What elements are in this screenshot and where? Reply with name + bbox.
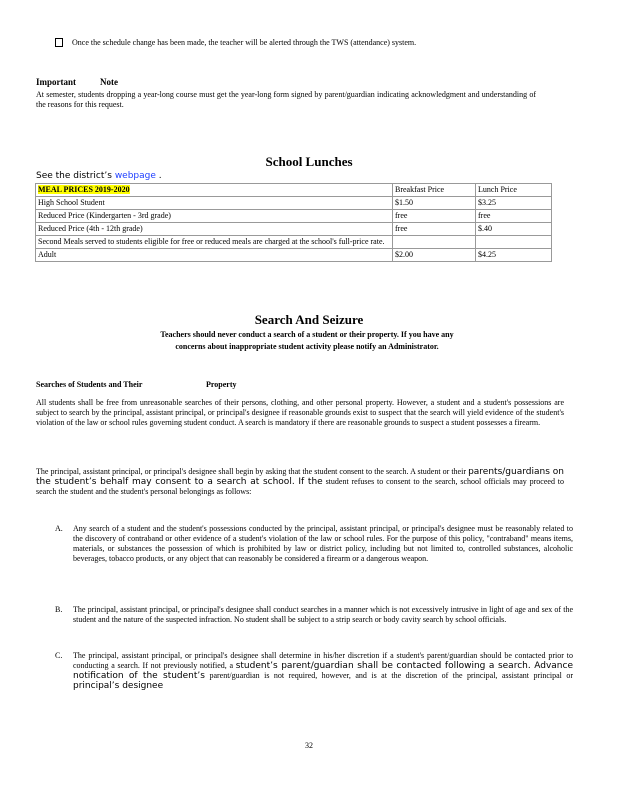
search-paragraph-2-middle: parents/guardians on the student’s behalf may consent to a search at school. If the: [36, 467, 565, 487]
meal-prices-table: [35, 183, 552, 262]
district-webpage-line: [36, 171, 162, 181]
table-cell: $3.25: [476, 197, 552, 210]
search-intro-line-2: concerns about inappropriate student activity please notify an Administrator.: [175, 342, 439, 351]
table-row: [36, 249, 552, 262]
table-cell: free: [476, 210, 552, 223]
table-cell: Second Meals served to students eligible for free or reduced meals are charged at the school's full-price rate.: [36, 236, 393, 249]
search-paragraph-1: All students shall be free from unreasonable searches of their persons, clothing, and other personal property. However, a student and a student's possessions are subject to search by the principal, assistant principal, or principal's designee if reasonable grounds exist to suspect that the search will yield evidence of the student's violation of the law or school rules governing student conduct. A search is mandatory if there are reasonable grounds to suspect a student possesses a firearm.: [36, 398, 564, 427]
see-district-prefix: See the district’s: [36, 171, 112, 181]
list-item: [55, 651, 573, 691]
table-header-cell: Breakfast Price: [393, 184, 476, 197]
table-cell: $2.00: [393, 249, 476, 262]
table-row: [36, 236, 552, 249]
table-header-cell: [36, 184, 393, 197]
searches-subheading-right: Property: [206, 380, 237, 389]
table-header-row: [36, 184, 552, 197]
important-heading-right: Note: [100, 77, 118, 87]
list-item-text: The principal, assistant principal, or principal's designee shall determine in his/her discretion if a student's parent/guardian should be contacted prior to conducting a search. If not previously notified, a: [73, 651, 573, 670]
search-paragraph-2-end: student refuses to consent to the search, school officials may proceed to search the student and the student's personal belongings as follows:: [36, 477, 565, 496]
meal-prices-heading: MEAL PRICES 2019-2020: [38, 185, 130, 194]
table-cell: High School Student: [36, 197, 393, 210]
webpage-link[interactable]: webpage: [114, 171, 156, 181]
table-cell: free: [393, 223, 476, 236]
checkbox-bullet-icon: [55, 38, 63, 47]
table-cell: free: [393, 210, 476, 223]
list-item-label: B.: [55, 605, 63, 614]
list-item-text: The principal, assistant principal, or principal's designee shall conduct searches in a manner which is not excessively intrusive in light of age and sex of the student and the nature of the suspected infraction. No student shall be subject to a strip search or body cavity search by school officials.: [73, 605, 573, 624]
table-header-cell: Lunch Price: [476, 184, 552, 197]
search-paragraph-2: [36, 467, 564, 497]
table-cell: $4.25: [476, 249, 552, 262]
list-item-text: parent/guardian is not required, however, and is at the discretion of the principal, assistant principal or: [209, 671, 573, 680]
important-note-text: At semester, students dropping a year-long course must get the year-long form signed by parent/guardian indicating acknowledgment and understanding of the reasons for this request.: [36, 90, 536, 109]
table-cell: [393, 236, 476, 249]
page-number: 32: [305, 741, 313, 750]
table-cell: Adult: [36, 249, 393, 262]
list-item-label: C.: [55, 651, 63, 660]
table-row: [36, 223, 552, 236]
list-item-text: Any search of a student and the student's possessions conducted by the principal, assistant principal, or principal's designee must be reasonably related to the discovery of contraband or other evidence of a student's violation of the law or school rules. For the purpose of this policy, "contraband" means items, materials, or substances the possession of which is prohibited by law or district policy, including but not limited to, controlled substances, alcoholic beverages, tobacco products, or any object that can reasonably be considered a firearm or a dangerous weapon.: [73, 524, 573, 563]
table-cell: $1.50: [393, 197, 476, 210]
list-item: [55, 524, 573, 564]
important-heading-left: Important: [36, 77, 76, 87]
search-paragraph-2-start: The principal, assistant principal, or principal's designee shall begin by asking that the student consent to the search. A student or their: [36, 467, 466, 476]
schedule-change-note: Once the schedule change has been made, the teacher will be alerted through the TWS (attendance) system.: [72, 38, 417, 47]
list-item-text: principal’s designee: [73, 681, 164, 691]
searches-subheading-left: Searches of Students and Their: [36, 380, 143, 389]
table-row: [36, 210, 552, 223]
table-cell: $.40: [476, 223, 552, 236]
search-intro-line-1: Teachers should never conduct a search of a student or their property. If you have any: [160, 330, 454, 339]
see-district-suffix: .: [158, 171, 162, 181]
search-seizure-title: Search And Seizure: [254, 312, 364, 327]
school-lunches-title: School Lunches: [265, 154, 353, 169]
table-cell: Reduced Price (Kindergarten - 3rd grade): [36, 210, 393, 223]
table-row: [36, 197, 552, 210]
table-cell: Reduced Price (4th - 12th grade): [36, 223, 393, 236]
list-item-text: student’s parent/guardian shall be contacted following a search. Advance notification of the student’s: [73, 661, 573, 681]
list-item: [55, 605, 573, 625]
table-cell: [476, 236, 552, 249]
list-item-label: A.: [55, 524, 63, 533]
